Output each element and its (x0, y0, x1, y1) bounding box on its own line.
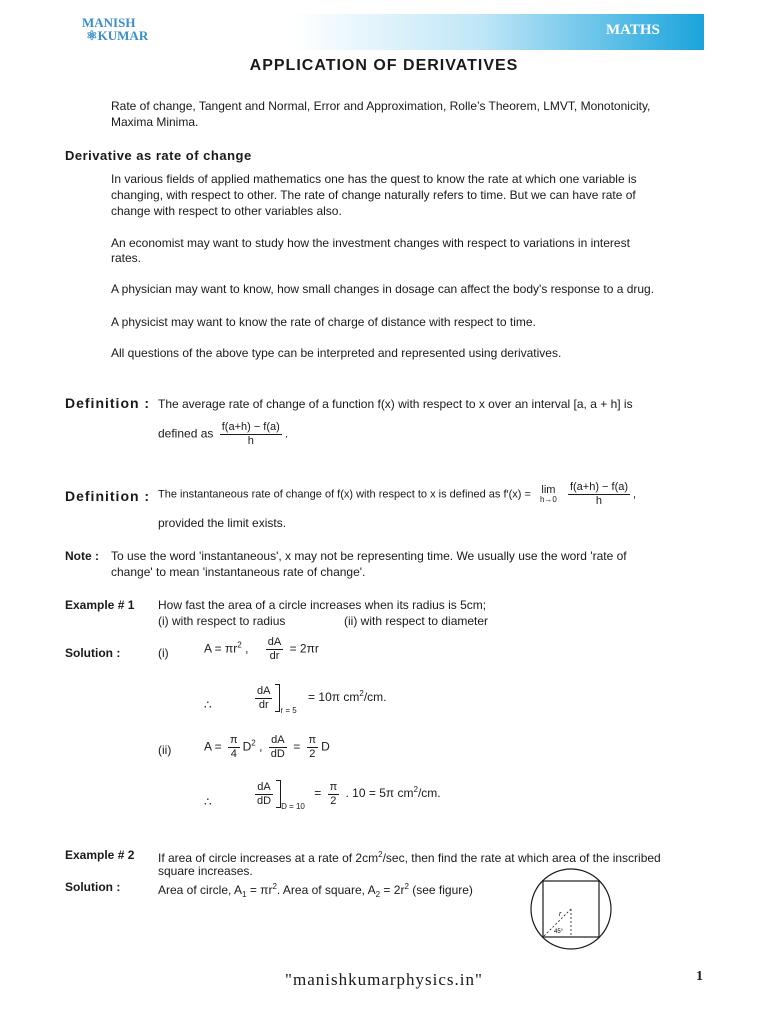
note-line2: change' to mean 'instantaneous rate of change'. (111, 565, 366, 579)
definition-1-label: Definition : (65, 395, 151, 411)
example-2-line2: square increases. (158, 864, 253, 878)
figure-angle-label: 45° (554, 929, 564, 935)
example-2-line1: If area of circle increases at a rate of $2cm^2/\sec$, then find the rate at which area of the inscribed (158, 850, 661, 865)
solution-2-text: Area of circle, $A_1 = \pi r^2$. Area of square, $A_2 = 2r^2$ (see figure) (158, 882, 473, 899)
para3: A physician may want to know, how small changes in dosage can affect the body's response to a drug. (111, 282, 655, 296)
solution-1-part-i-eq: $A = \pi r^2$ , $\frac{dA}{dr}$ = 2πr (204, 636, 319, 662)
para5: All questions of the above type can be interpreted and represented using derivatives. (111, 346, 562, 360)
definition-1-line2: defined as $\frac{f(a+h) - f(a)}{h}$ . (158, 421, 289, 447)
para2-line1: An economist may want to study how the investment changes with respect to variations in interest (111, 236, 630, 250)
note-line1: To use the word 'instantaneous', x may not be representing time. We usually use the word 'rate of (111, 549, 627, 563)
intro-text: Rate of change, Tangent and Normal, Error and Approximation, Rolle’s Theorem, LMVT, Monotonicity, (111, 99, 651, 113)
definition-2-line2: provided the limit exists. (158, 516, 287, 530)
page-number: 1 (696, 969, 703, 984)
solution-1-part-i-label: (i) (158, 646, 169, 660)
atom-icon: ⚛ (86, 28, 98, 43)
logo (82, 16, 162, 46)
intro-text-2: Maxima Minima. (111, 115, 199, 129)
footer-site: "manishkumarphysics.in" (285, 970, 483, 989)
para2-line2: rates. (111, 251, 142, 265)
para1-line1: In various fields of applied mathematics one has the quest to know the rate at which one variable is (111, 172, 637, 186)
definition-2-label: Definition : (65, 488, 151, 504)
average-rate-fraction: $\frac{f(a+h) - f(a)}{h}$ (221, 421, 280, 447)
subject-label: MATHS (606, 22, 660, 38)
solution-2-label: Solution : (65, 880, 121, 894)
example-1-question: How fast the area of a circle increases when its radius is 5cm; (158, 598, 487, 612)
therefore-symbol-1: ∴ (204, 698, 212, 712)
solution-1-part-i-result: $\frac{dA}{dr}$ $_{r = 5}$ = 10π $cm^2/cm$. (257, 684, 387, 716)
solution-1-part-ii-eq: A = $\frac{\pi}{4}$ $D^2$ , $\frac{dA}{dD}$ = $\frac{\pi}{2}$ D (204, 734, 330, 760)
note-label: Note : (65, 549, 99, 563)
logo-line2: ⚛KUMAR (86, 28, 149, 43)
example-1-label: Example # 1 (65, 598, 135, 612)
solution-1-part-ii-result: $\frac{dA}{dD}$ $_{D = 10}$ = $\frac{\pi}{2}$ . 10 = 5π $cm^2/cm$. (257, 780, 441, 812)
page-title: APPLICATION OF DERIVATIVES (249, 57, 519, 74)
example-2-label: Example # 2 (65, 848, 135, 862)
example-1-option-2: (ii) with respect to diameter (344, 614, 489, 628)
definition-1-line1: The average rate of change of a function f(x) with respect to x over an interval [a, a + h] is (158, 397, 633, 411)
limit: lim h→0 (539, 483, 557, 504)
section-heading: Derivative as rate of change (65, 148, 252, 163)
instantaneous-rate-fraction: $\frac{f(a+h) - f(a)}{h}$ (569, 481, 629, 507)
para4: A physicist may want to know the rate of charge of distance with respect to time. (111, 315, 536, 329)
circle-square-figure (528, 866, 614, 952)
therefore-symbol-2: ∴ (204, 795, 212, 809)
solution-1-label: Solution : (65, 646, 121, 660)
logo-line1: MANISH (82, 15, 136, 30)
definition-2-line1: The instantaneous rate of change of f(x) with respect to x is defined as f′(x) = lim h→0 $\frac{f(a+h) - f(a)}{h}$ , (158, 481, 637, 507)
para1-line3: change with respect to other variables also. (111, 204, 342, 218)
example-1-option-1: (i) with respect to radius (158, 614, 286, 628)
solution-1-part-ii-label: (ii) (158, 743, 172, 757)
figure-r-label: r (559, 911, 562, 918)
para1-line2: changing, with respect to other. The rate of change naturally refers to time. But we can have rate of (111, 188, 636, 202)
